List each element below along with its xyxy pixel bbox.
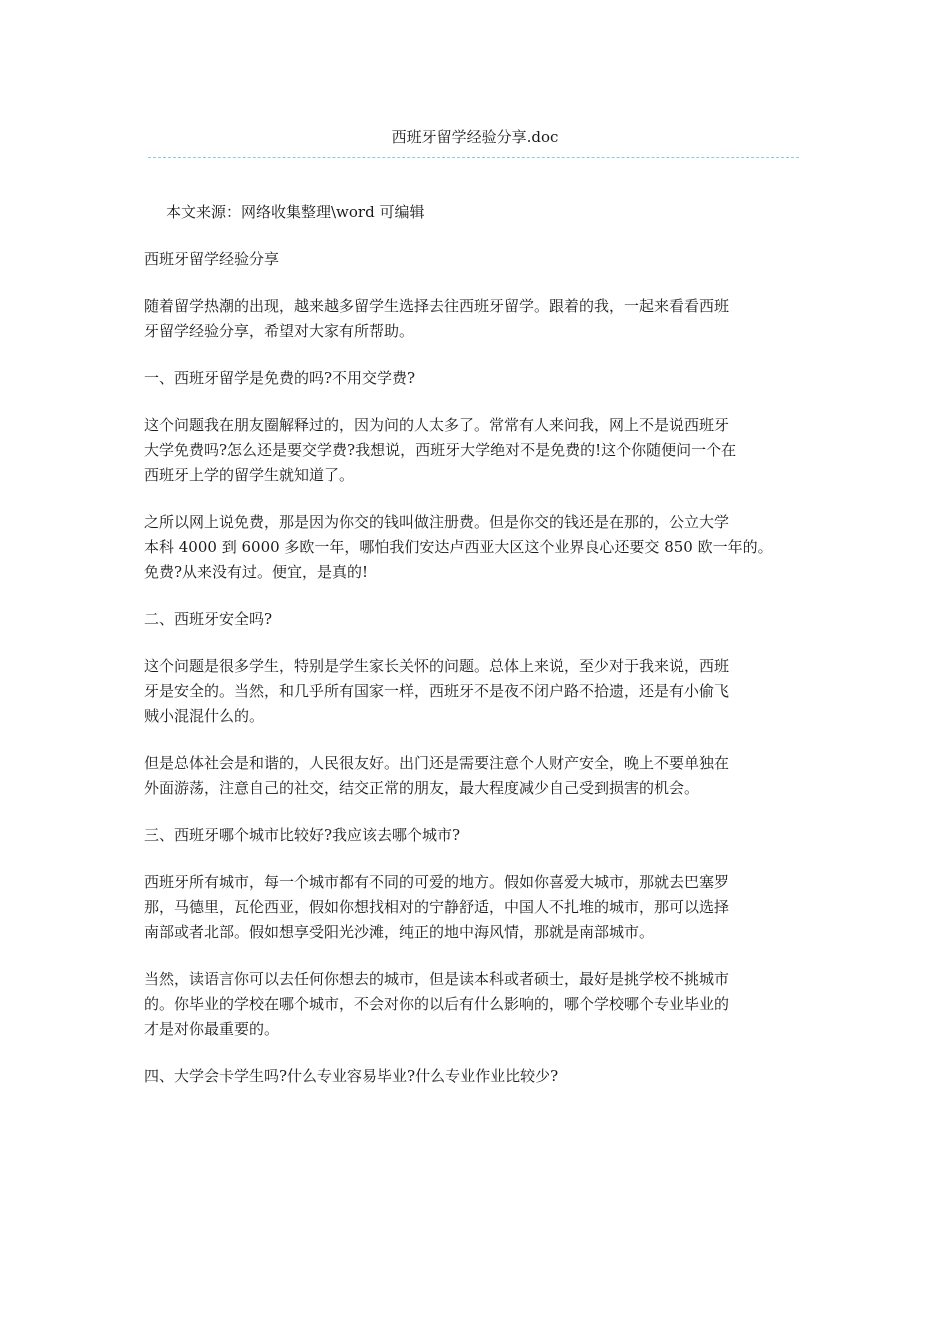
intro-paragraph: 随着留学热潮的出现，越来越多留学生选择去往西班牙留学。跟着的我，一起来看看西班 牙留学经验分享，希望对大家有所帮助。 — [144, 297, 730, 340]
section-3-paragraph-1: 西班牙所有城市，每一个城市都有不同的可爱的地方。假如你喜爱大城市，那就去巴塞罗 那，马德里，瓦伦西亚，假如你想找相对的宁静舒适，中国人不扎堆的城市，那可以选择 南部或者北部。假如想享受阳光沙滩，纯正的地中海风情，那就是南部城市。 — [144, 873, 730, 941]
title-divider — [148, 157, 799, 158]
section-heading-4: 四、大学会卡学生吗?什么专业容易毕业?什么专业作业比较少? — [144, 1067, 559, 1085]
section-2-paragraph-1: 这个问题是很多学生，特别是学生家长关怀的问题。总体上来说，至少对于我来说，西班 牙是安全的。当然，和几乎所有国家一样，西班牙不是夜不闭户路不拾遗，还是有小偷飞 贼小混混什么的。 — [144, 657, 730, 725]
document-title: 西班牙留学经验分享.doc — [391, 128, 559, 146]
article-heading: 西班牙留学经验分享 — [144, 250, 280, 268]
section-1-paragraph-1: 这个问题我在朋友圈解释过的，因为问的人太多了。常常有人来问我，网上不是说西班牙 大学免费吗?怎么还是要交学费?我想说，西班牙大学绝对不是免费的!这个你随便问一个在 西班牙上学的留学生就知道了。 — [144, 416, 737, 484]
section-3-paragraph-2: 当然，读语言你可以去任何你想去的城市，但是读本科或者硕士，最好是挑学校不挑城市 的。你毕业的学校在哪个城市，不会对你的以后有什么影响的，哪个学校哪个专业毕业的 才是对你最重要的。 — [144, 970, 730, 1038]
section-heading-2: 二、西班牙安全吗? — [144, 610, 273, 628]
section-heading-1: 一、西班牙留学是免费的吗?不用交学费? — [144, 369, 416, 387]
section-2-paragraph-2: 但是总体社会是和谐的，人民很友好。出门还是需要注意个人财产安全，晚上不要单独在 外面游荡，注意自己的社交，结交正常的朋友，最大程度减少自己受到损害的机会。 — [144, 754, 730, 797]
source-note: 本文来源：网络收集整理\word 可编辑 — [166, 203, 425, 221]
section-heading-3: 三、西班牙哪个城市比较好?我应该去哪个城市? — [144, 826, 461, 844]
document-body — [144, 200, 814, 1111]
section-1-paragraph-2: 之所以网上说免费，那是因为你交的钱叫做注册费。但是你交的钱还是在那的，公立大学 本科 4000 到 6000 多欧一年，哪怕我们安达卢西亚大区这个业界良心还要交 850 欧一年的。 免费?从来没有过。便宜，是真的! — [144, 513, 773, 581]
